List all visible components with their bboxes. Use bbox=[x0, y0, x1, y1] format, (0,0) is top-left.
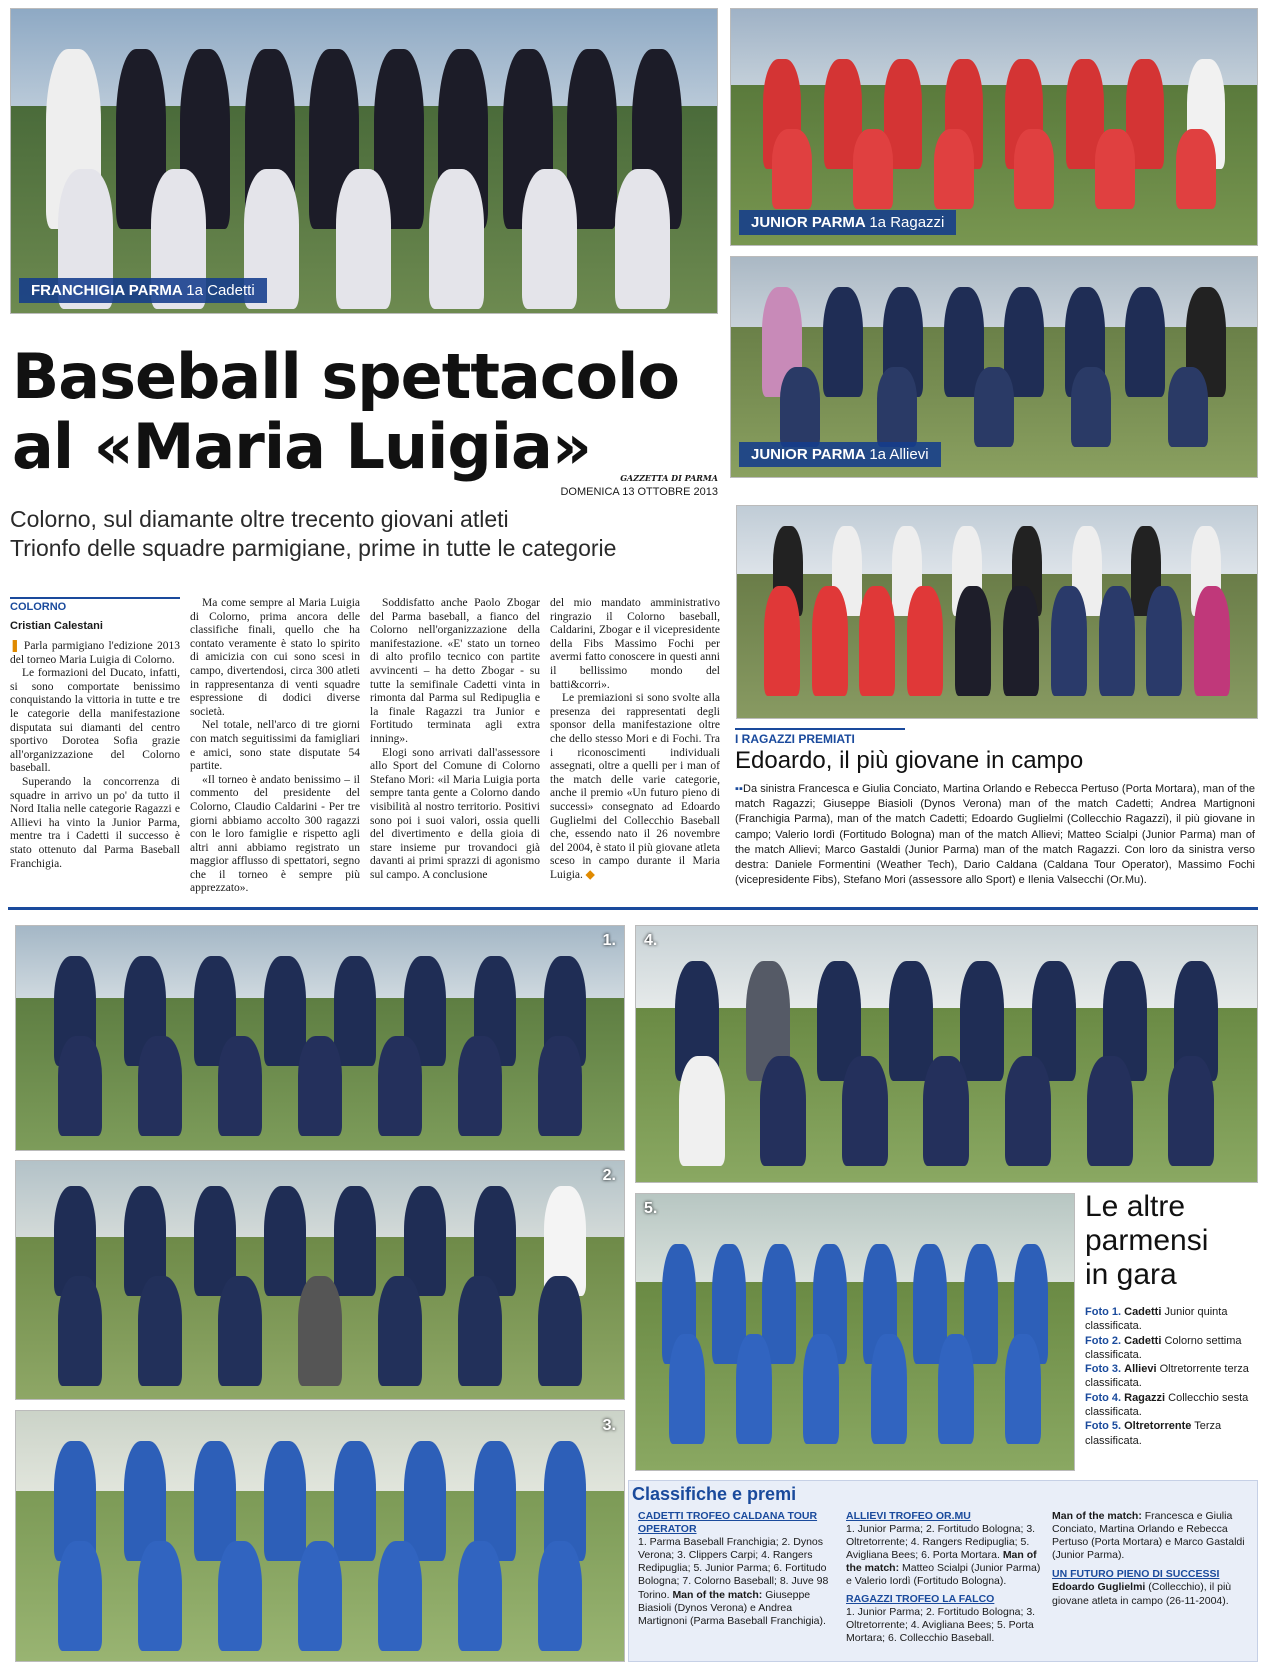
photo-caption-item: Foto 1. Cadetti Junior quinta classificata. bbox=[1085, 1306, 1228, 1333]
paragraph-mark-icon: ❚ bbox=[10, 640, 20, 652]
photo-number: 3. bbox=[602, 1417, 616, 1434]
article-column-2 bbox=[190, 597, 360, 896]
subheadline bbox=[10, 505, 730, 563]
classifiche-heading: RAGAZZI TROFEO LA FALCO bbox=[846, 1592, 995, 1605]
photo-junior-parma-allievi bbox=[730, 256, 1258, 478]
classifiche-results: 1. Parma Baseball Franchigia; 2. Dynos Verona; 3. Clippers Carpi; 4. Rangers Redipuglia; 5. Junior Parma; 6. Fortitudo Bologna; 7. Colorno Baseball; 8. Juve 98 Torino. Man of the match: Giuseppe Biasioli (Dynos Verona) e Andrea Martignoni (Parma Baseball Franchigia). bbox=[638, 1536, 829, 1627]
photo-caption-item: Foto 3. Allievi Oltretorrente terza classificata. bbox=[1085, 1363, 1249, 1390]
classifiche-results: Edoardo Guglielmi (Collecchio), il più giovane atleta in campo (26-11-2004). bbox=[1052, 1581, 1232, 1607]
paragraph: «Il torneo è andato benissimo – il commento del presidente del Colorno, Claudio Caldarini - Per tre giorni abbiamo accolto 300 ragazzi con le loro famiglie e rispetto agli altri anni abbiamo registrato un maggior afflusso di spettatori, segno che il torneo è sempre più apprezzato». bbox=[190, 773, 360, 895]
classifiche-heading: UN FUTURO PIENO DI SUCCESSI bbox=[1052, 1568, 1220, 1581]
photo-3 bbox=[15, 1410, 625, 1662]
paragraph: Le premiazioni si sono svolte alla presenza dei rappresentati degli sponsor della manifestazione oltre che dello stesso Mori e di Fochi. Tra i riconoscimenti individuali assegnati, oltre a quelli per i man of the match delle varie categorie, anche il premio «Un futuro pieno di successi» consegnato ad Edoardo Guglielmi del Collecchio Baseball che, essendo nato il 26 novembre del 2004, è stato il più giovane atleta sceso in campo durante il Maria Luigia. ◆ bbox=[550, 692, 720, 881]
photo-number: 4. bbox=[644, 932, 658, 949]
article-column-3 bbox=[370, 597, 540, 882]
photo-number: 1. bbox=[602, 932, 616, 949]
caption-category: 1a Allievi bbox=[869, 446, 929, 463]
photo-ragazzi-premiati bbox=[736, 505, 1258, 719]
paragraph: Soddisfatto anche Paolo Zbogar del Parma baseball, a fianco del Colorno nell'organizzazione della manifestazione. «E' stato un torneo di alto profilo tecnico con partite avvincenti – ha detto Zbogar - su tutte la semifinale Cadetti vinta in rimonta dal Parma sul Redipuglia e la finale Ragazzi tra Junior e Fortitudo terminata agli extra inning». bbox=[370, 597, 540, 745]
premiati-title: Edoardo, il più giovane in campo bbox=[735, 747, 1084, 774]
photo-franchigia-parma bbox=[10, 8, 718, 314]
classifiche-results: 1. Junior Parma; 2. Fortitudo Bologna; 3. Oltretorrente; 4. Rangers Redipuglia; 5. Avigliana Bees; 6. Porta Mortara. Man of the match: Matteo Scialpi (Junior Parma) e Valerio Iordì (Fortitudo Bologna). bbox=[846, 1523, 1041, 1588]
photo-2 bbox=[15, 1160, 625, 1400]
headline bbox=[12, 342, 732, 482]
headline-line-1: Baseball spettacolo bbox=[12, 340, 679, 413]
section-divider bbox=[8, 907, 1258, 910]
classifiche-ragazzi-futuro bbox=[1052, 1510, 1252, 1608]
publication-date: DOMENICA 13 OTTOBRE 2013 bbox=[560, 486, 718, 498]
classifiche-title: Classifiche e premi bbox=[632, 1484, 797, 1504]
photo-number: 5. bbox=[644, 1200, 658, 1217]
article-author: Cristian Calestani bbox=[10, 620, 103, 632]
photo-4 bbox=[635, 925, 1258, 1183]
photo-number: 2. bbox=[602, 1167, 616, 1184]
article-location: COLORNO bbox=[10, 597, 180, 613]
photo-1 bbox=[15, 925, 625, 1151]
classifiche-heading: ALLIEVI TROFEO OR.MU bbox=[846, 1510, 971, 1522]
headline-line-2: al «Maria Luigia» bbox=[12, 410, 591, 483]
caption-category: 1a Cadetti bbox=[186, 282, 255, 299]
subheadline-line-2: Trionfo delle squadre parmigiane, prime in tutte le categorie bbox=[10, 535, 617, 561]
paragraph: Nel totale, nell'arco di tre giorni con match seguitissimi da famigliari e amici, sono state disputate 54 partite. bbox=[190, 719, 360, 773]
paragraph: del mio mandato amministrativo ringrazio il Colorno baseball, Caldarini, Zbogar e il vicepresidente della Fibs Massimo Fochi per avermi fatto conoscere in questi anni il bellissimo mondo del batti&corri». bbox=[550, 597, 720, 691]
altre-title: Le altre parmensi in gara bbox=[1085, 1190, 1209, 1291]
paragraph-mark-icon: ▪▪ bbox=[735, 783, 743, 795]
article-column-4 bbox=[550, 597, 720, 882]
photo-caption-item: Foto 5. Oltretorrente Terza classificata. bbox=[1085, 1420, 1222, 1447]
classifiche-results: Man of the match: Francesca e Giulia Conciato, Martina Orlando e Rebecca Pertuso (Porta Mortara) e Marco Gastaldi (Junior Parma). bbox=[1052, 1510, 1245, 1562]
photo-captions bbox=[1085, 1305, 1255, 1448]
photo-caption-item: Foto 2. Cadetti Colorno settima classificata. bbox=[1085, 1334, 1242, 1361]
paragraph: Superando la concorrenza di squadre in arrivo un po' da tutto il Nord Italia nelle categorie Ragazzi e Allievi ha vinto la Junior Parma, mentre tra i Cadetti il successo è stato ottenuto dal Parma Baseball Franchigia. bbox=[10, 775, 180, 870]
photo-junior-parma-ragazzi bbox=[730, 8, 1258, 246]
classifiche-cadetti bbox=[638, 1510, 836, 1628]
classifiche-allievi-ragazzi bbox=[846, 1510, 1042, 1645]
paragraph: Le formazioni del Ducato, infatti, si sono comportate benissimo conquistando la vittoria in tutte e tre le categorie della manifestazione disputata sui diamanti del centro sportivo Dorotea Sofia grazie all'organizzazione del Colorno baseball. bbox=[10, 667, 180, 775]
end-mark-icon: ◆ bbox=[585, 868, 595, 881]
photo-caption bbox=[739, 442, 941, 467]
photo-caption-item: Foto 4. Ragazzi Collecchio sesta classificata. bbox=[1085, 1391, 1249, 1419]
premiati-label: I RAGAZZI PREMIATI bbox=[735, 728, 905, 746]
premiati-body: ▪▪Da sinistra Francesca e Giulia Conciato, Martina Orlando e Rebecca Pertuso (Porta Mortara), man of the match Ragazzi; Giuseppe Biasioli (Dynos Verona) man of the match Cadetti; Andrea Martignoni (Franchigia Parma), man of the match Cadetti; Edoardo Guglielmi (Collecchio Ragazzi), il più giovane in campo; Valerio Iordì (Fortitudo Bologna) man of the match Allievi; Matteo Scialpi (Junior Parma) man of the match Allievi; Marco Gastaldi (Junior Parma) man of the match Ragazzi. Con loro da sinistra verso destra: Daniele Formentini (Weather Tech), Dario Caldana (Caldana Tour Operator), Massimo Fochi (vicepresidente Fibs), Stefano Mori (assessore allo Sport) e Ilenia Valsecchi (Or.Mu). bbox=[735, 783, 1255, 887]
caption-team: JUNIOR PARMA bbox=[751, 446, 866, 463]
paragraph: ❚ Parla parmigiano l'edizione 2013 del torneo Maria Luigia di Colorno. bbox=[10, 640, 180, 666]
caption-team: JUNIOR PARMA bbox=[751, 214, 866, 231]
paragraph: Ma come sempre al Maria Luigia di Colorno, prima ancora delle classifiche finali, quello che ha contato veramente è stato lo spirito di amicizia con cui sono scesi in campo, divertendosi, circa 300 atleti in rappresentanza di venti squadre espressione di dodici diverse società. bbox=[190, 597, 360, 718]
masthead: GAZZETTA DI PARMA bbox=[620, 473, 718, 483]
caption-team: FRANCHIGIA PARMA bbox=[31, 282, 183, 299]
classifiche-heading: CADETTI TROFEO CALDANA TOUR OPERATOR bbox=[638, 1510, 818, 1536]
classifiche-results: 1. Junior Parma; 2. Fortitudo Bologna; 3. Oltretorrente; 4. Avigliana Bees; 5. Porta Mortara; 6. Collecchio Baseball. bbox=[846, 1605, 1036, 1644]
paragraph: Elogi sono arrivati dall'assessore allo Sport del Comune di Colorno Stefano Mori: «il Maria Luigia porta sempre tanta gente a Colorno dando visibilità al nostro territorio. Positivi sono poi i suoi valori, ossia quelli del divertimento e della gioia di stare insieme pur trovandoci già davanti ai primi sprazzi di agonismo sul campo. A conclusione bbox=[370, 746, 540, 881]
photo-caption bbox=[739, 210, 956, 235]
subheadline-line-1: Colorno, sul diamante oltre trecento giovani atleti bbox=[10, 506, 509, 532]
caption-category: 1a Ragazzi bbox=[869, 214, 945, 231]
article-column-1 bbox=[10, 640, 180, 871]
photo-caption bbox=[19, 278, 267, 303]
photo-5 bbox=[635, 1193, 1075, 1471]
